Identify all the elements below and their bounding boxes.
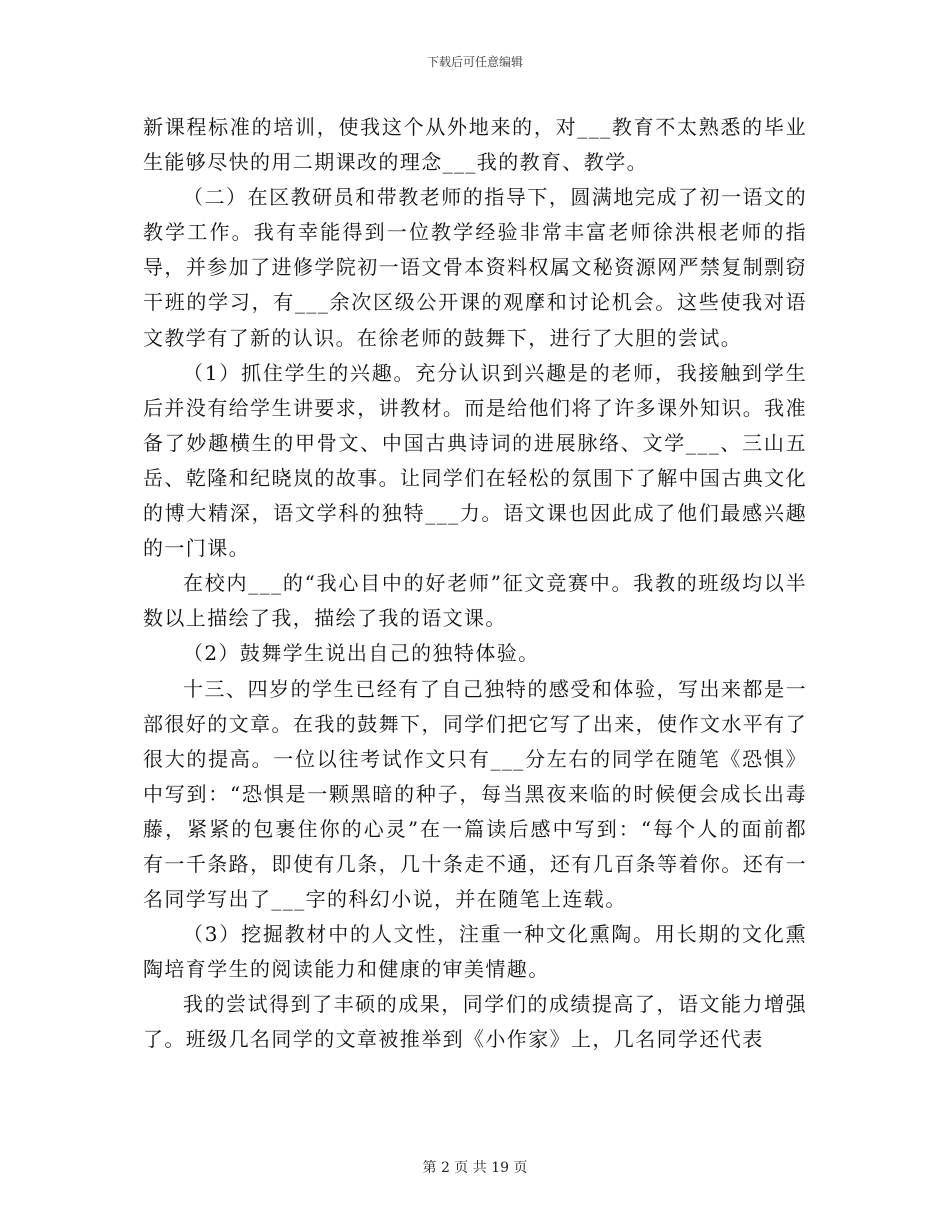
paragraph-point-two: （2）鼓舞学生说出自己的独特体验。 <box>183 641 540 666</box>
page-number: 第 2 页 共 19 页 <box>422 1160 528 1176</box>
paragraph-section-two: （二）在区教研员和带教老师的指导下，圆满地完成了初一语文的教学工作。我有幸能得到一位教学经验非常丰富老师徐洪根老师的指导，并参加了进修学院初一语文骨本资料权属文秘资源网严禁复制剽窃干班的学习，有___余次区级公开课的观摩和讨论机会。这些使我对语文教学有了新的认识。在徐老师的鼓舞下，进行了大胆的尝试。 <box>143 185 807 350</box>
paragraph-point-three: （3）挖掘教材中的人文性，注重一种文化熏陶。用长期的文化熏陶培育学生的阅读能力和健康的审美情趣。 <box>143 922 807 982</box>
paragraph-essay-contest: 在校内___的“我心目中的好老师”征文竞赛中。我教的班级均以半数以上描绘了我，描绘了我的语文课。 <box>143 571 807 631</box>
paragraph-student-writing: 十三、四岁的学生已经有了自己独特的感受和体验，写出来都是一部很好的文章。在我的鼓舞下，同学们把它写了出来，使作文水平有了很大的提高。一位以往考试作文只有___分左右的同学在随笔《恐惧》中写到：“恐惧是一颗黑暗的种子，每当黑夜来临的时候便会成长出毒藤，紧紧的包裹住你的心灵”在一篇读后感中写到：“每个人的面前都有一千条路，即使有几条，几十条走不通，还有几百条等着你。还有一名同学写出了___字的科幻小说，并在随笔上连载。 <box>143 676 807 912</box>
document-body <box>143 110 807 1058</box>
paragraph-results: 我的尝试得到了丰硕的成果，同学们的成绩提高了，语文能力增强了。班级几名同学的文章被推举到《小作家》上，几名同学还代表 <box>143 992 807 1052</box>
paragraph-continued: 新课程标准的培训，使我这个从外地来的，对___教育不太熟悉的毕业生能够尽快的用二期课改的理念___我的教育、教学。 <box>143 115 807 175</box>
page-header: 下载后可任意编辑 <box>426 55 523 69</box>
paragraph-point-one: （1）抓住学生的兴趣。充分认识到兴趣是的老师，我接触到学生后并没有给学生讲要求，讲教材。而是给他们将了许多课外知识。我准备了妙趣横生的甲骨文、中国古典诗词的进展脉络、文学___、三山五岳、乾隆和纪晓岚的故事。让同学们在轻松的氛围下了解中国古典文化的博大精深，语文学科的独特___力。语文课也因此成了他们最感兴趣的一门课。 <box>143 360 807 561</box>
